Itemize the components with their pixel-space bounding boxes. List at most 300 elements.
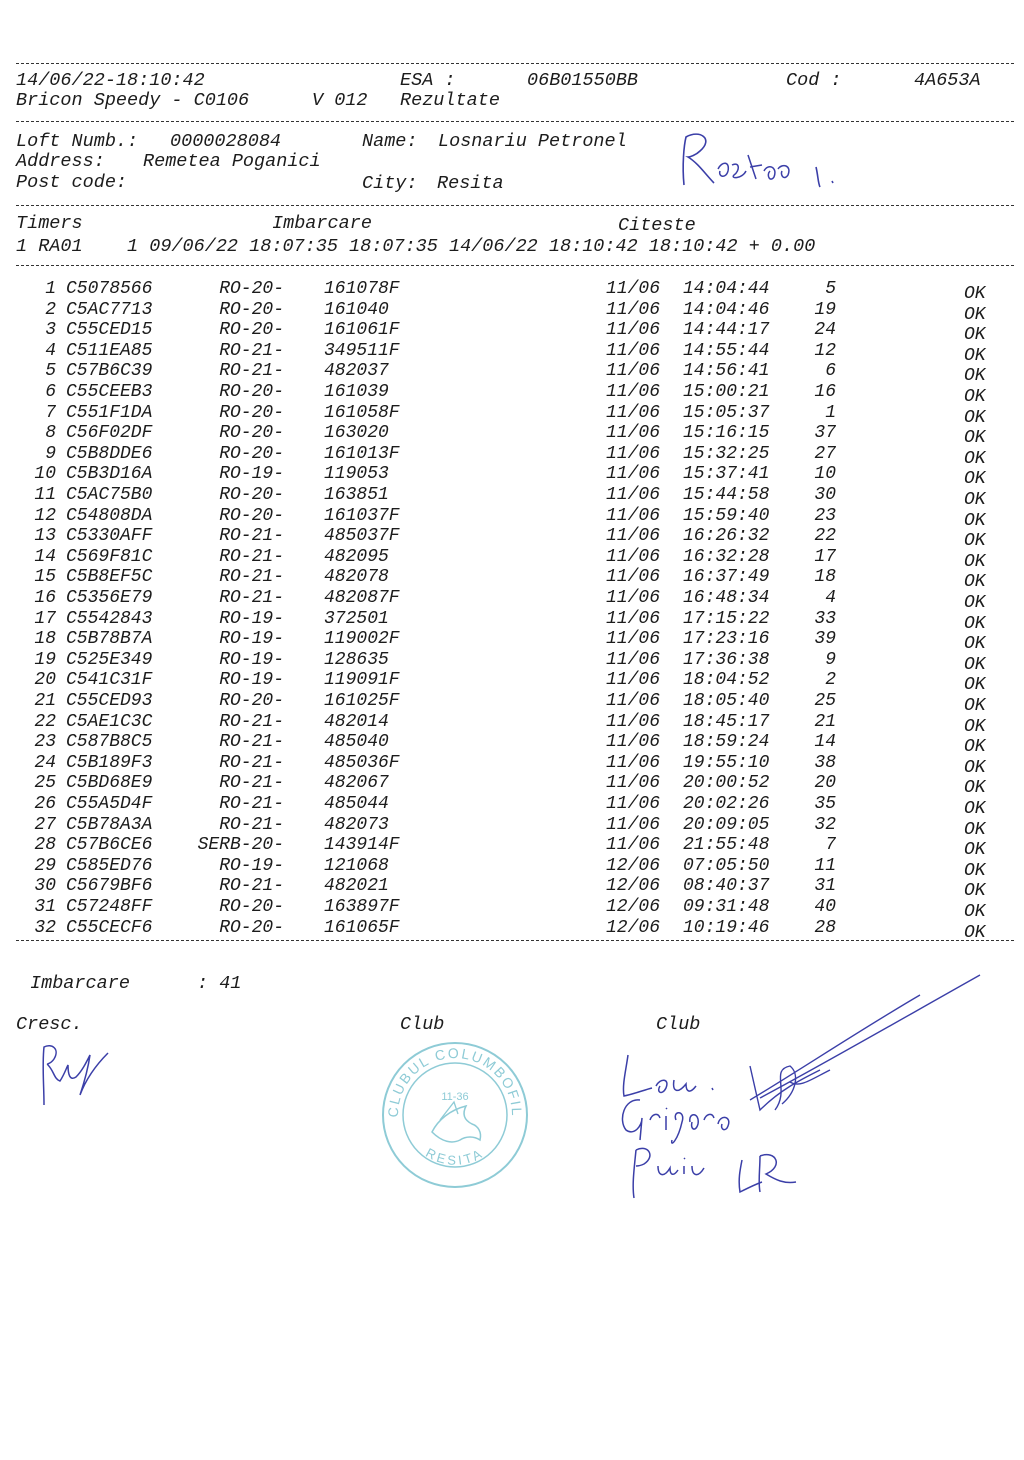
- chip-id: C585ED76: [66, 855, 153, 876]
- ring-country: RO-21-: [219, 752, 284, 773]
- stamp-code: 11-36: [441, 1091, 469, 1103]
- arrival-time: 17:36:38: [683, 649, 770, 670]
- arrival-date: 11/06: [606, 814, 661, 835]
- arrival-time: 16:32:28: [683, 546, 770, 567]
- status: OK: [964, 490, 986, 510]
- arrival-date: 11/06: [606, 608, 661, 629]
- arrival-time: 18:05:40: [683, 691, 770, 711]
- arrival-time: 14:55:44: [683, 340, 770, 361]
- chip-id: C511EA85: [66, 340, 153, 361]
- club-label-1: Club: [400, 1014, 445, 1035]
- pigeon-icon: [432, 1102, 481, 1142]
- arrival-date: 12/06: [606, 876, 661, 897]
- table-row: [0, 711, 1024, 737]
- imbarcare-header: Imbarcare: [272, 213, 372, 234]
- chip-id: C5B3D16A: [66, 464, 153, 485]
- arrival-date: 11/06: [606, 835, 661, 856]
- chip-id: C5B78B7A: [66, 629, 153, 650]
- esa-label: ESA :: [400, 70, 456, 91]
- arrival-date: 11/06: [606, 794, 661, 814]
- position: 9: [825, 649, 836, 670]
- table-row: [0, 917, 1024, 943]
- arrival-date: 11/06: [606, 340, 661, 361]
- chip-id: C55CED93: [66, 691, 153, 711]
- table-row: [0, 546, 1024, 572]
- status: OK: [964, 737, 986, 758]
- table-row: [0, 794, 1024, 819]
- chip-id: C5542843: [66, 608, 153, 629]
- ring-number: 485044: [324, 794, 389, 814]
- ring-number: 482067: [324, 773, 389, 794]
- arrival-time: 20:00:52: [683, 773, 770, 794]
- arrival-time: 14:56:41: [683, 361, 770, 382]
- chip-id: C551F1DA: [66, 402, 153, 423]
- ring-country: RO-21-: [219, 567, 284, 588]
- ring-country: RO-21-: [219, 814, 284, 835]
- arrival-date: 11/06: [606, 732, 661, 753]
- ring-country: RO-21-: [219, 794, 284, 814]
- arrival-time: 14:04:46: [683, 299, 770, 320]
- row-number: 25: [34, 773, 56, 794]
- ring-country: RO-19-: [219, 855, 284, 876]
- table-row: [0, 855, 1024, 881]
- status: OK: [964, 799, 986, 819]
- arrival-date: 11/06: [606, 299, 661, 320]
- table-row: [0, 649, 1024, 675]
- ring-country: RO-20-: [219, 402, 284, 423]
- row-number: 27: [34, 814, 56, 835]
- table-row: [0, 279, 1024, 304]
- table-row: [0, 876, 1024, 902]
- status: OK: [964, 387, 986, 407]
- arrival-date: 11/06: [606, 629, 661, 650]
- arrival-date: 11/06: [606, 320, 661, 341]
- address-label: Address:: [16, 151, 105, 172]
- ring-number: 372501: [324, 608, 389, 629]
- ring-number: 161078F: [324, 279, 400, 299]
- ring-number: 485040: [324, 732, 389, 753]
- ring-country: RO-20-: [219, 691, 284, 711]
- status: OK: [964, 531, 986, 552]
- table-row: [0, 691, 1024, 716]
- chip-id: C5B78A3A: [66, 814, 153, 835]
- ring-country: RO-21-: [219, 773, 284, 794]
- arrival-date: 11/06: [606, 670, 661, 691]
- ring-country: RO-20-: [219, 505, 284, 526]
- chip-id: C57B6C39: [66, 361, 153, 382]
- status: OK: [964, 613, 986, 634]
- name-label: Name:: [362, 131, 418, 152]
- ring-country: RO-21-: [219, 526, 284, 547]
- report-title: Rezultate: [400, 90, 500, 111]
- arrival-date: 11/06: [606, 567, 661, 588]
- row-number: 31: [34, 897, 56, 917]
- club-signatures: [600, 970, 1010, 1210]
- arrival-time: 14:04:44: [683, 279, 770, 299]
- status: OK: [964, 325, 986, 346]
- cresc-label: Cresc.: [16, 1014, 83, 1035]
- ring-number: 482095: [324, 546, 389, 567]
- chip-id: C5356E79: [66, 588, 153, 608]
- position: 21: [814, 711, 836, 732]
- row-number: 2: [45, 299, 56, 320]
- row-number: 15: [34, 567, 56, 588]
- ring-country: RO-21-: [219, 340, 284, 361]
- postcode-label: Post code:: [16, 172, 128, 193]
- status: OK: [964, 304, 986, 325]
- position: 4: [825, 588, 836, 608]
- status: OK: [964, 284, 986, 304]
- ring-number: 482014: [324, 711, 389, 732]
- arrival-time: 08:40:37: [683, 876, 770, 897]
- arrival-time: 16:37:49: [683, 567, 770, 588]
- row-number: 1: [45, 279, 56, 299]
- ring-country: RO-20-: [219, 279, 284, 299]
- status: OK: [964, 654, 986, 675]
- status: OK: [964, 922, 986, 943]
- ring-number: 161037F: [324, 505, 400, 526]
- position: 5: [825, 279, 836, 299]
- arrival-time: 15:37:41: [683, 464, 770, 485]
- ring-country: RO-20-: [219, 382, 284, 402]
- arrival-time: 20:02:26: [683, 794, 770, 814]
- ring-number: 161061F: [324, 320, 400, 341]
- arrival-date: 11/06: [606, 691, 661, 711]
- arrival-date: 11/06: [606, 546, 661, 567]
- handwritten-note: [670, 125, 860, 195]
- arrival-time: 17:23:16: [683, 629, 770, 650]
- position: 17: [814, 546, 836, 567]
- ring-number: 161013F: [324, 443, 400, 464]
- ring-country: RO-21-: [219, 546, 284, 567]
- chip-id: C57B6CE6: [66, 835, 153, 856]
- status: OK: [964, 757, 986, 778]
- arrival-time: 18:04:52: [683, 670, 770, 691]
- row-number: 28: [34, 835, 56, 856]
- ring-number: 482078: [324, 567, 389, 588]
- divider-owner: [16, 205, 1014, 206]
- status: OK: [964, 345, 986, 366]
- row-number: 3: [45, 320, 56, 341]
- arrival-time: 15:16:15: [683, 423, 770, 444]
- arrival-time: 18:45:17: [683, 711, 770, 732]
- position: 37: [814, 423, 836, 444]
- table-row: [0, 732, 1024, 758]
- ring-number: 119091F: [324, 670, 400, 691]
- position: 11: [814, 855, 836, 876]
- status: OK: [964, 634, 986, 655]
- arrival-date: 11/06: [606, 402, 661, 423]
- arrival-time: 15:32:25: [683, 443, 770, 464]
- chip-id: C55CECF6: [66, 917, 153, 938]
- arrival-date: 11/06: [606, 361, 661, 382]
- ring-number: 119053: [324, 464, 389, 485]
- ring-number: 161039: [324, 382, 389, 402]
- arrival-time: 16:26:32: [683, 526, 770, 547]
- position: 23: [814, 505, 836, 526]
- row-number: 5: [45, 361, 56, 382]
- ring-number: 485037F: [324, 526, 400, 547]
- position: 28: [814, 917, 836, 938]
- ring-country: SERB-20-: [197, 835, 284, 856]
- ring-number: 161025F: [324, 691, 400, 711]
- arrival-date: 11/06: [606, 279, 661, 299]
- table-row: [0, 526, 1024, 552]
- chip-id: C5078566: [66, 279, 153, 299]
- club-stamp: [380, 1040, 530, 1190]
- arrival-time: 15:44:58: [683, 485, 770, 505]
- ring-country: RO-20-: [219, 485, 284, 505]
- position: 18: [814, 567, 836, 588]
- table-row: [0, 382, 1024, 407]
- status: OK: [964, 696, 986, 716]
- ring-number: 128635: [324, 649, 389, 670]
- ring-number: 349511F: [324, 340, 400, 361]
- ring-number: 163020: [324, 423, 389, 444]
- arrival-date: 11/06: [606, 464, 661, 485]
- table-row: [0, 505, 1024, 531]
- arrival-time: 21:55:48: [683, 835, 770, 856]
- device-version: V 012: [312, 90, 368, 111]
- arrival-date: 11/06: [606, 649, 661, 670]
- arrival-date: 11/06: [606, 773, 661, 794]
- arrival-time: 20:09:05: [683, 814, 770, 835]
- arrival-date: 12/06: [606, 917, 661, 938]
- row-number: 18: [34, 629, 56, 650]
- table-row: [0, 320, 1024, 346]
- row-number: 9: [45, 443, 56, 464]
- arrival-time: 14:44:17: [683, 320, 770, 341]
- chip-id: C55CED15: [66, 320, 153, 341]
- ring-number: 121068: [324, 855, 389, 876]
- timers-label: Timers: [16, 213, 83, 234]
- status: OK: [964, 902, 986, 922]
- ring-country: RO-20-: [219, 917, 284, 938]
- table-row: [0, 608, 1024, 634]
- esa-value: 06B01550BB: [527, 70, 639, 91]
- table-row: [0, 361, 1024, 387]
- chip-id: C5AC75B0: [66, 485, 153, 505]
- row-number: 30: [34, 876, 56, 897]
- loft-number: 0000028084: [170, 131, 282, 152]
- address-value: Remetea Poganici: [143, 151, 321, 172]
- arrival-time: 17:15:22: [683, 608, 770, 629]
- cod-value: 4A653A: [914, 70, 981, 91]
- ring-country: RO-21-: [219, 732, 284, 753]
- ring-country: RO-21-: [219, 361, 284, 382]
- table-row: [0, 299, 1024, 325]
- ring-number: 119002F: [324, 629, 400, 650]
- row-number: 8: [45, 423, 56, 444]
- arrival-date: 11/06: [606, 423, 661, 444]
- status: OK: [964, 840, 986, 861]
- position: 38: [814, 752, 836, 773]
- imbarcare-total-label: Imbarcare: [30, 973, 130, 994]
- ring-country: RO-20-: [219, 320, 284, 341]
- chip-id: C57248FF: [66, 897, 153, 917]
- ring-number: 482073: [324, 814, 389, 835]
- chip-id: C5330AFF: [66, 526, 153, 547]
- table-row: [0, 485, 1024, 510]
- status: OK: [964, 778, 986, 799]
- chip-id: C569F81C: [66, 546, 153, 567]
- position: 1: [825, 402, 836, 423]
- stamp-city: RESITA: [423, 1144, 487, 1168]
- ring-number: 161058F: [324, 402, 400, 423]
- position: 22: [814, 526, 836, 547]
- position: 24: [814, 320, 836, 341]
- status: OK: [964, 510, 986, 531]
- arrival-date: 12/06: [606, 897, 661, 917]
- arrival-date: 12/06: [606, 855, 661, 876]
- position: 16: [814, 382, 836, 402]
- status: OK: [964, 428, 986, 449]
- cod-label: Cod :: [786, 70, 842, 91]
- row-number: 17: [34, 608, 56, 629]
- row-number: 12: [34, 505, 56, 526]
- row-number: 19: [34, 649, 56, 670]
- row-number: 26: [34, 794, 56, 814]
- ring-country: RO-19-: [219, 608, 284, 629]
- chip-id: C55A5D4F: [66, 794, 153, 814]
- status: OK: [964, 448, 986, 469]
- arrival-time: 15:05:37: [683, 402, 770, 423]
- arrival-time: 15:59:40: [683, 505, 770, 526]
- position: 25: [814, 691, 836, 711]
- position: 31: [814, 876, 836, 897]
- ring-country: RO-20-: [219, 423, 284, 444]
- ring-country: RO-20-: [219, 897, 284, 917]
- status: OK: [964, 881, 986, 902]
- row-number: 11: [34, 485, 56, 505]
- row-number: 6: [45, 382, 56, 402]
- table-row: [0, 670, 1024, 696]
- chip-id: C541C31F: [66, 670, 153, 691]
- status: OK: [964, 572, 986, 593]
- chip-id: C525E349: [66, 649, 153, 670]
- chip-id: C5AC7713: [66, 299, 153, 320]
- ring-country: RO-19-: [219, 464, 284, 485]
- chip-id: C5B8DDE6: [66, 443, 153, 464]
- position: 40: [814, 897, 836, 917]
- table-row: [0, 835, 1024, 861]
- ring-country: RO-19-: [219, 649, 284, 670]
- ring-country: RO-20-: [219, 443, 284, 464]
- chip-id: C56F02DF: [66, 423, 153, 444]
- ring-number: 482037: [324, 361, 389, 382]
- status: OK: [964, 860, 986, 881]
- row-number: 10: [34, 464, 56, 485]
- ring-number: 482021: [324, 876, 389, 897]
- position: 32: [814, 814, 836, 835]
- position: 35: [814, 794, 836, 814]
- table-row: [0, 567, 1024, 593]
- table-row: [0, 464, 1024, 490]
- ring-number: 163851: [324, 485, 389, 505]
- position: 39: [814, 629, 836, 650]
- loft-label: Loft Numb.:: [16, 131, 139, 152]
- status: OK: [964, 366, 986, 387]
- table-row: [0, 773, 1024, 799]
- row-number: 24: [34, 752, 56, 773]
- divider-top: [16, 63, 1014, 64]
- position: 33: [814, 608, 836, 629]
- divider-header: [16, 121, 1014, 122]
- arrival-time: 18:59:24: [683, 732, 770, 753]
- chip-id: C5AE1C3C: [66, 711, 153, 732]
- table-row: [0, 629, 1024, 655]
- city-value: Resita: [437, 173, 504, 194]
- chip-id: C5B189F3: [66, 752, 153, 773]
- arrival-date: 11/06: [606, 382, 661, 402]
- position: 14: [814, 732, 836, 753]
- status: OK: [964, 716, 986, 737]
- row-number: 32: [34, 917, 56, 938]
- position: 12: [814, 340, 836, 361]
- chip-id: C5B8EF5C: [66, 567, 153, 588]
- ring-country: RO-21-: [219, 711, 284, 732]
- stamp-text: CLUBUL COLUMBOFIL: [384, 1044, 526, 1118]
- chip-id: C5679BF6: [66, 876, 153, 897]
- ring-country: RO-21-: [219, 588, 284, 608]
- table-row: [0, 423, 1024, 449]
- divider-bottom: [16, 940, 1014, 941]
- arrival-time: 16:48:34: [683, 588, 770, 608]
- club-label-2: Club: [656, 1014, 701, 1035]
- arrival-time: 15:00:21: [683, 382, 770, 402]
- chip-id: C55CEEB3: [66, 382, 153, 402]
- ring-number: 163897F: [324, 897, 400, 917]
- city-label: City:: [362, 173, 418, 194]
- ring-number: 482087F: [324, 588, 400, 608]
- row-number: 7: [45, 402, 56, 423]
- status: OK: [964, 407, 986, 428]
- arrival-date: 11/06: [606, 485, 661, 505]
- svg-text:RESITA: [423, 1145, 486, 1168]
- status: OK: [964, 469, 986, 490]
- position: 19: [814, 299, 836, 320]
- timer-line: 1 RA01 1 09/06/22 18:07:35 18:07:35 14/06/22 18:10:42 18:10:42 + 0.00: [16, 236, 816, 257]
- breeder-signature: [30, 1035, 120, 1110]
- ring-country: RO-19-: [219, 670, 284, 691]
- status: OK: [964, 675, 986, 696]
- position: 20: [814, 773, 836, 794]
- arrival-time: 07:05:50: [683, 855, 770, 876]
- table-row: [0, 340, 1024, 366]
- arrival-date: 11/06: [606, 588, 661, 608]
- position: 30: [814, 485, 836, 505]
- position: 10: [814, 464, 836, 485]
- chip-id: C54808DA: [66, 505, 153, 526]
- chip-id: C587B8C5: [66, 732, 153, 753]
- position: 7: [825, 835, 836, 856]
- ring-number: 161065F: [324, 917, 400, 938]
- position: 2: [825, 670, 836, 691]
- citeste-header: Citeste: [618, 215, 696, 236]
- status: OK: [964, 819, 986, 840]
- table-row: [0, 814, 1024, 840]
- arrival-date: 11/06: [606, 752, 661, 773]
- row-number: 14: [34, 546, 56, 567]
- row-number: 16: [34, 588, 56, 608]
- arrival-date: 11/06: [606, 526, 661, 547]
- arrival-time: 09:31:48: [683, 897, 770, 917]
- row-number: 20: [34, 670, 56, 691]
- position: 27: [814, 443, 836, 464]
- arrival-time: 19:55:10: [683, 752, 770, 773]
- table-row: [0, 588, 1024, 613]
- ring-country: RO-19-: [219, 629, 284, 650]
